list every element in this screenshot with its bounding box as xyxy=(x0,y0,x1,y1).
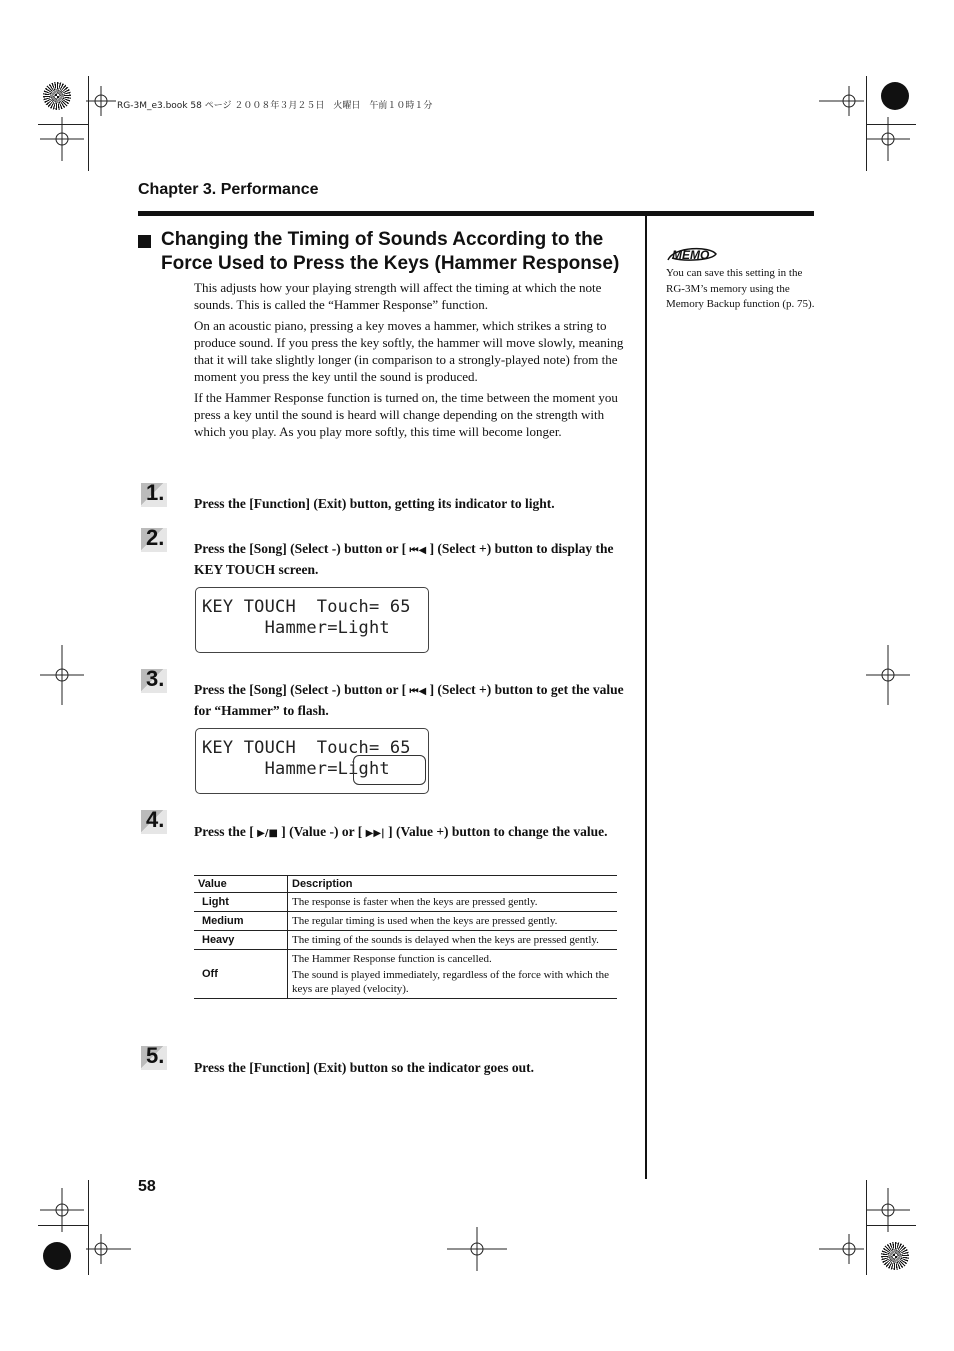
lcd-line-1: KEY TOUCH Touch= 65 xyxy=(202,597,411,617)
value-cell: Off xyxy=(194,950,288,999)
chapter-title: Chapter 3. Performance xyxy=(138,181,319,198)
description-cell: The regular timing is used when the keys are pressed gently. xyxy=(288,912,618,931)
table-row xyxy=(194,912,617,931)
next-track-icon: ▶▶| xyxy=(365,828,385,839)
table-row xyxy=(194,950,617,999)
step-4-text: Press the [ ▶/■ ] (Value -) or [ ▶▶| ] (Value +) button to change the value. xyxy=(194,824,608,839)
step-number: 5. xyxy=(141,1046,171,1072)
step-number: 3. xyxy=(141,669,171,695)
step-5-text: Press the [Function] (Exit) button so the indicator goes out. xyxy=(194,1060,534,1075)
lcd-screen-hammer-flash xyxy=(195,728,429,794)
memo-label: MEMO xyxy=(672,248,710,262)
description-line: The Hammer Response function is cancelled. xyxy=(292,953,492,965)
column-divider xyxy=(645,216,647,1179)
lcd-line-2: Hammer=Light xyxy=(202,618,390,638)
step-number: 4. xyxy=(141,810,171,836)
step-3-text: Press the [Song] (Select -) button or [ ⏮◀ ] (Select +) button to get the value for “Hammer” to flash. xyxy=(194,682,624,718)
intro-paragraph: On an acoustic piano, pressing a key moves a hammer, which strikes a string to produce sound. If you press the key softly, the hammer will move slowly, meaning that it will take slightly longer (in comparison to a strongly-played note) from the moment you press the key until the sound is produced. xyxy=(194,318,624,384)
previous-track-icon: ⏮◀ xyxy=(409,686,427,697)
description-cell xyxy=(288,950,618,999)
description-line: The sound is played immediately, regardless of the force with which the keys are played (velocity). xyxy=(292,969,609,995)
step-number: 2. xyxy=(141,528,171,554)
table-row xyxy=(194,893,617,912)
section-title: Changing the Timing of Sounds According to the Force Used to Press the Keys (Hammer Response) xyxy=(161,229,620,274)
lcd-line-2: Hammer=Light xyxy=(202,759,390,779)
previous-track-icon: ⏮◀ xyxy=(409,545,427,556)
intro-paragraph: If the Hammer Response function is turned on, the time between the moment you press a key until the sound is heard will change depending on the strength with which you play. As you play more softly, this time will become longer. xyxy=(194,390,618,439)
table-row xyxy=(194,931,617,950)
value-cell: Heavy xyxy=(194,931,288,950)
lcd-screen-key-touch xyxy=(195,587,429,653)
value-cell: Medium xyxy=(194,912,288,931)
header-rule xyxy=(138,211,814,216)
intro-paragraph: This adjusts how your playing strength will affect the timing at which the note sounds. This is called the “Hammer Response” function. xyxy=(194,280,602,312)
memo-text: You can save this setting in the RG-3M’s memory using the Memory Backup function (p. 75). xyxy=(666,267,815,310)
table-header-row xyxy=(194,876,617,893)
description-cell: The response is faster when the keys are pressed gently. xyxy=(288,893,618,912)
value-cell: Light xyxy=(194,893,288,912)
step-number: 1. xyxy=(141,483,171,509)
page-number: 58 xyxy=(138,1178,156,1195)
lcd-line-1: KEY TOUCH Touch= 65 xyxy=(202,738,411,758)
description-cell: The timing of the sounds is delayed when the keys are pressed gently. xyxy=(288,931,618,950)
heading-square-icon xyxy=(138,235,151,248)
play-stop-icon: ▶/■ xyxy=(257,828,278,839)
value-table xyxy=(194,875,617,999)
intro-text xyxy=(194,279,630,444)
column-header: Description xyxy=(288,876,618,893)
step-1-text: Press the [Function] (Exit) button, getting its indicator to light. xyxy=(194,496,555,511)
step-2-text: Press the [Song] (Select -) button or [ ⏮◀ ] (Select +) button to display the KEY TOUCH screen. xyxy=(194,541,614,577)
column-header: Value xyxy=(194,876,288,893)
flashing-value-highlight xyxy=(353,755,426,785)
print-header-info: RG-3M_e3.book 58 ページ ２００８年３月２５日 火曜日 午前１０時１分 xyxy=(117,101,433,111)
